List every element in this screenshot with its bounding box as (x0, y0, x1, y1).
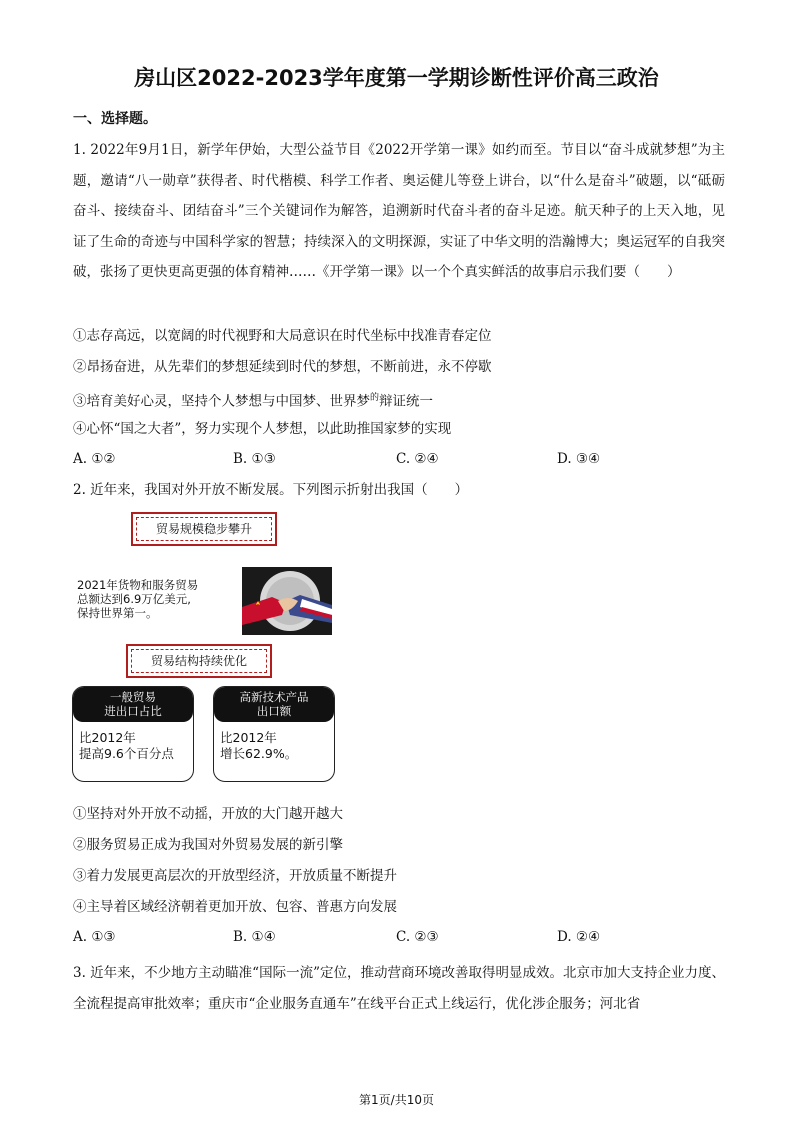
q2-item-2: ②服务贸易正成为我国对外贸易发展的新引擎 (73, 837, 343, 853)
card-general-trade-title (73, 687, 193, 722)
card-body-line: 增长62.9%。 (220, 746, 298, 761)
q1-option-a[interactable]: A. ①② (73, 451, 116, 467)
q2-item-3: ③着力发展更高层次的开放型经济，开放质量不断提升 (73, 868, 397, 884)
q1-item-3-text: ③培育美好心灵，坚持个人梦想与中国梦、世界梦 (73, 393, 370, 410)
banner-trade-scale-label: 贸易规模稳步攀升 (155, 522, 252, 536)
section-heading: 一、选择题。 (73, 111, 157, 127)
q2-item-1: ①坚持对外开放不动摇，开放的大门越开越大 (73, 806, 343, 822)
card-body-line: 提高9.6个百分点 (79, 746, 174, 761)
card-title-line: 一般贸易 (110, 690, 156, 704)
question-2-stem: 2. 近年来，我国对外开放不断发展。下列图示折射出我国（ ） (73, 482, 469, 498)
q2-option-d[interactable]: D. ②④ (557, 929, 601, 945)
card-title-line: 高新技术产品 (239, 690, 309, 704)
banner-trade-scale (131, 512, 277, 546)
q1-item-1: ①志存高远，以宽阔的时代视野和大局意识在时代坐标中找准青春定位 (73, 328, 492, 344)
card-general-trade-body (73, 722, 193, 762)
q2-item-4: ④主导着区域经济朝着更加开放、包容、普惠方向发展 (73, 899, 397, 915)
card-high-tech-title (214, 687, 334, 722)
card-general-trade (72, 686, 194, 782)
q1-option-b[interactable]: B. ①③ (233, 451, 276, 467)
q1-item-3-tail: 辩证统一 (379, 393, 434, 410)
question-1-stem: 1. 2022年9月1日，新学年伊始，大型公益节目《2022开学第一课》如约而至。节目以“奋斗成就梦想”为主题，邀请“八一勋章”获得者、时代楷模、科学工作者、奥运健儿等登上讲台，以“什么是奋斗”破题，以“砥砺奋斗、接续奋斗、团结奋斗”三个关键词作为解答，追溯新时代奋斗者的奋斗足迹。航天种子的上天入地，见证了生命的奇迹与中国科学家的智慧；持续深入的文明探源，实证了中华文明的浩瀚博大；奥运冠军的自我突破，张扬了更快更高更强的体育精神……《开学第一课》以一个个真实鲜活的故事启示我们要（ ） (73, 142, 725, 281)
trade-total-text (77, 578, 198, 620)
handshake-image (242, 567, 332, 635)
page-title: 房山区2022-2023学年度第一学期诊断性评价高三政治 (134, 66, 659, 90)
q1-item-3 (73, 388, 433, 412)
trade-text-line: 总额达到6.9万亿美元, (77, 592, 191, 606)
card-high-tech-exports (213, 686, 335, 782)
q1-item-4: ④心怀“国之大者”，努力实现个人梦想，以此助推国家梦的实现 (73, 421, 452, 437)
card-title-line: 进出口占比 (104, 704, 162, 718)
q2-option-a[interactable]: A. ①③ (73, 929, 116, 945)
card-body-line: 比2012年 (220, 730, 277, 745)
card-title-line: 出口额 (256, 704, 292, 718)
banner-trade-structure (126, 644, 272, 678)
q1-option-d[interactable]: D. ③④ (557, 451, 601, 467)
q1-option-c[interactable]: C. ②④ (396, 451, 439, 467)
q2-option-b[interactable]: B. ①④ (233, 929, 276, 945)
question-3-stem: 3. 近年来，不少地方主动瞄准“国际一流”定位，推动营商环境改善取得明显成效。北京市加大支持企业力度、全流程提高审批效率；重庆市“企业服务直通车”在线平台正式上线运行，优化涉企服务；河北省 (73, 965, 725, 1012)
q1-item-2: ②昂扬奋进，从先辈们的梦想延续到时代的梦想，不断前进，永不停歇 (73, 359, 492, 375)
card-high-tech-body (214, 722, 334, 762)
q2-option-c[interactable]: C. ②③ (396, 929, 439, 945)
trade-text-line: 2021年货物和服务贸易 (77, 578, 199, 592)
q1-item-3-sup: 的 (370, 393, 380, 403)
card-body-line: 比2012年 (79, 730, 136, 745)
page-footer: 第1页/共10页 (359, 1093, 434, 1107)
trade-text-line: 保持世界第一。 (77, 606, 158, 620)
banner-trade-structure-label: 贸易结构持续优化 (150, 654, 247, 668)
